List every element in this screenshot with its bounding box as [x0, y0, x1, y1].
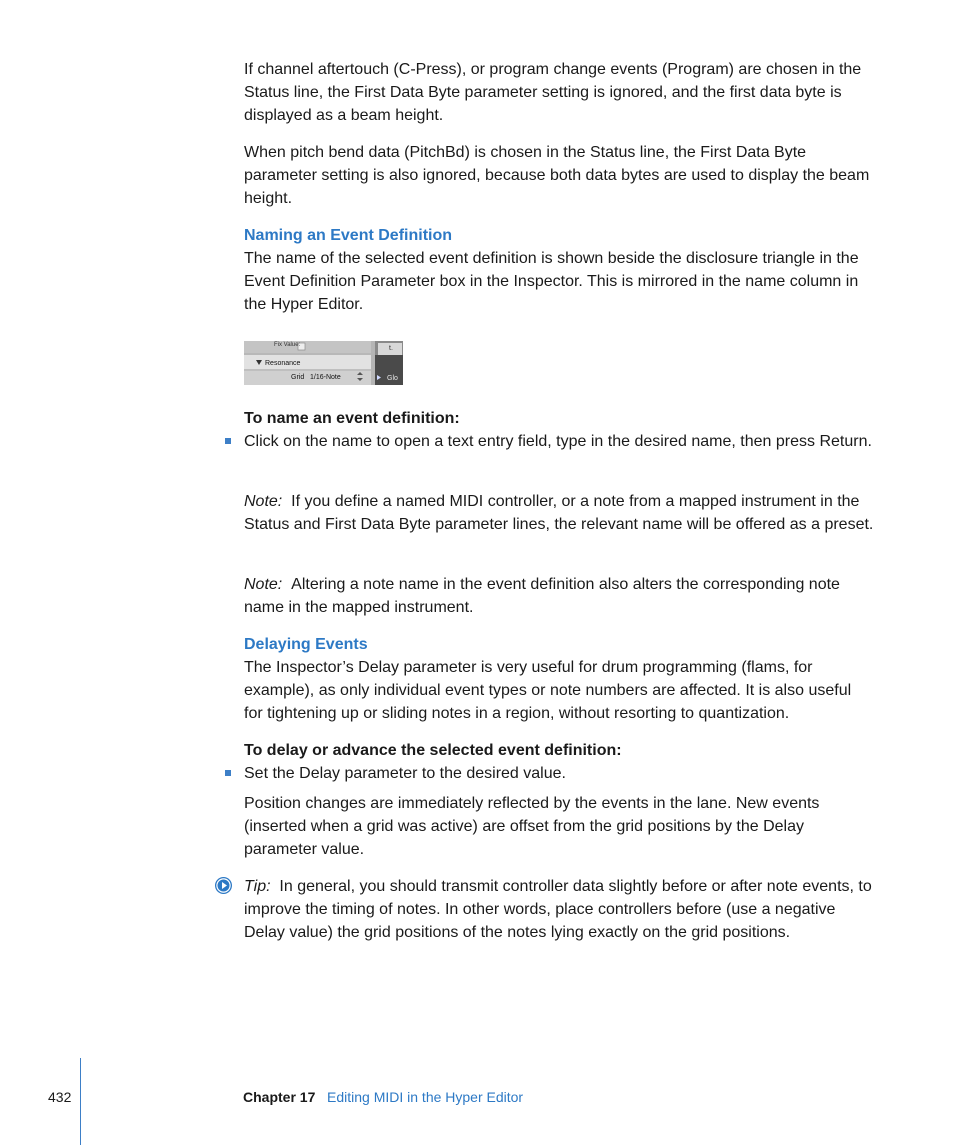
chapter-title: Editing MIDI in the Hyper Editor [327, 1089, 524, 1105]
inspector-screenshot [244, 341, 403, 385]
chapter-label: Chapter 17 [243, 1089, 316, 1105]
grid-value: 1/16-Note [310, 374, 341, 381]
section-heading-naming: Naming an Event Definition [244, 227, 453, 244]
paragraph: If channel aftertouch (C-Press), or program change events (Program) are chosen in the Status line, the First Data Byte parameter setting is ignored, and the first data byte is displayed as a beam height. [244, 61, 862, 124]
note-text: If you define a named MIDI controller, or a note from a mapped instrument in the Status and First Data Byte parameter lines, the relevant name will be offered as a preset. [244, 493, 874, 533]
tip-arrow-icon [215, 877, 232, 894]
note-text: Altering a note name in the event definition also alters the corresponding note name in the mapped instrument. [244, 576, 840, 616]
page-number: 432 [48, 1089, 72, 1105]
paragraph: The Inspector’s Delay parameter is very useful for drum programming (flams, for example), as only individual event types or note numbers are affected. It is also useful for tightening up or sliding notes in a region, without resorting to quantization. [244, 659, 852, 722]
footer-divider [80, 1058, 81, 1145]
section-heading-delaying: Delaying Events [244, 636, 368, 653]
procedure-lead: To delay or advance the selected event definition: [244, 742, 622, 759]
paragraph: The name of the selected event definition is shown beside the disclosure triangle in the Event Definition Parameter box in the Inspector. This is mirrored in the name column in the Hyper Editor. [244, 250, 859, 313]
resonance-label: Resonance [265, 360, 301, 367]
tab-label: t. [389, 345, 393, 352]
bullet-icon [225, 770, 231, 776]
glob-label: Glo [387, 375, 398, 382]
note-label: Note: [244, 493, 283, 510]
fix-value-label: Fix Value: [274, 342, 301, 348]
bullet-item: Click on the name to open a text entry field, type in the desired name, then press Return. [244, 433, 872, 450]
paragraph: Position changes are immediately reflected by the events in the lane. New events (inserted when a grid was active) are offset from the grid positions by the Delay parameter value. [244, 795, 820, 858]
note-paragraph [244, 490, 874, 536]
paragraph: When pitch bend data (PitchBd) is chosen in the Status line, the First Data Byte parameter setting is also ignored, because both data bytes are used to display the beam height. [244, 144, 870, 207]
tip-label: Tip: [244, 878, 271, 895]
note-paragraph [244, 573, 874, 619]
bullet-icon [225, 438, 231, 444]
tip-text: In general, you should transmit controller data slightly before or after note events, to improve the timing of notes. In other words, place controllers before (use a negative Delay value) the grid positions of the notes lying exactly on the grid positions. [244, 878, 872, 941]
grid-label: Grid [291, 374, 305, 381]
bullet-item: Set the Delay parameter to the desired value. [244, 765, 566, 782]
tip-paragraph [244, 875, 874, 944]
procedure-lead: To name an event definition: [244, 410, 460, 427]
note-label: Note: [244, 576, 283, 593]
